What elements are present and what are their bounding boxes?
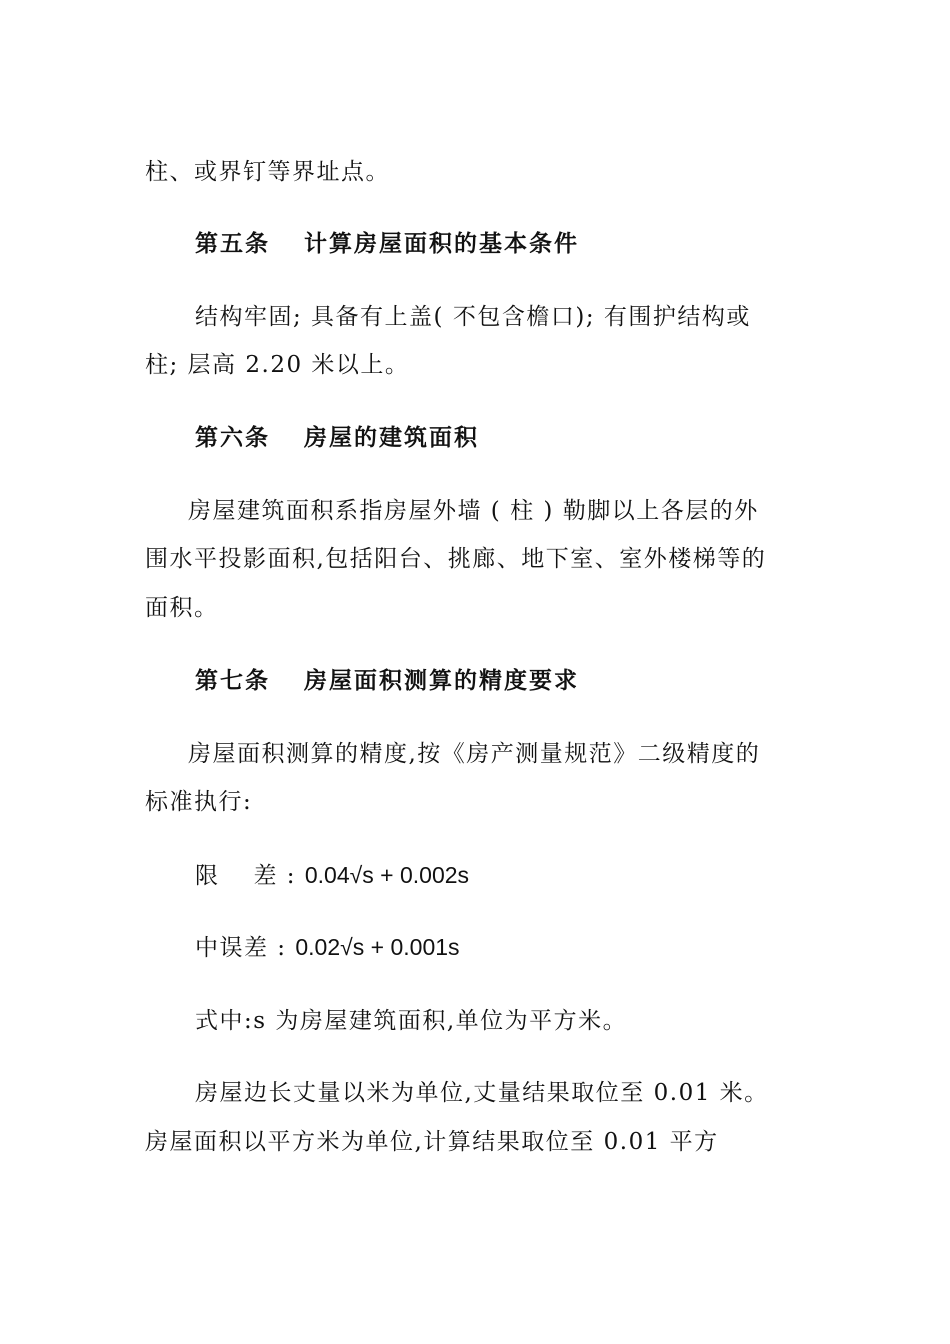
article-number: 第七条 xyxy=(195,667,270,694)
error-formula xyxy=(195,932,460,963)
article-title: 计算房屋面积的基本条件 xyxy=(304,230,579,257)
text-line: 标准执行: xyxy=(145,789,253,815)
article-number: 第五条 xyxy=(195,230,270,257)
text-line: 围水平投影面积,包括阳台、挑廊、地下室、室外楼梯等的 xyxy=(145,546,767,572)
text-line: 柱、或界钉等界址点。 xyxy=(145,159,390,185)
formula-note xyxy=(195,1006,627,1036)
formula-label: 限 xyxy=(195,863,220,889)
article-title: 房屋的建筑面积 xyxy=(304,424,479,451)
article-6-heading xyxy=(195,423,479,453)
note-label: 式中: xyxy=(195,1008,254,1034)
formula-value: 0.02√s + 0.001s xyxy=(295,934,460,960)
article-5-heading xyxy=(195,229,579,259)
note-text: s 为房屋建筑面积,单位为平方米。 xyxy=(253,1008,628,1034)
article-title: 房屋面积测算的精度要求 xyxy=(304,667,579,694)
tolerance-formula xyxy=(195,860,469,891)
formula-label: 差 : xyxy=(253,863,297,889)
article-number: 第六条 xyxy=(195,424,270,451)
formula-label: 中误差 : xyxy=(195,935,287,961)
text-line: 柱; 层高 2.20 米以上。 xyxy=(145,352,410,378)
article-7-heading xyxy=(195,666,579,696)
text-line: 房屋建筑面积系指房屋外墙 ( 柱 ) 勒脚以上各层的外 xyxy=(188,498,759,524)
text-line: 结构牢固; 具备有上盖( 不包含檐口); 有围护结构或 xyxy=(195,304,751,330)
text-line: 房屋边长丈量以米为单位,丈量结果取位至 0.01 米。 xyxy=(195,1080,769,1106)
text-line: 房屋面积以平方米为单位,计算结果取位至 0.01 平方 xyxy=(145,1129,719,1155)
formula-value: 0.04√s + 0.002s xyxy=(304,862,470,888)
text-line: 房屋面积测算的精度,按《房产测量规范》二级精度的 xyxy=(188,741,761,767)
text-line: 面积。 xyxy=(145,595,219,621)
